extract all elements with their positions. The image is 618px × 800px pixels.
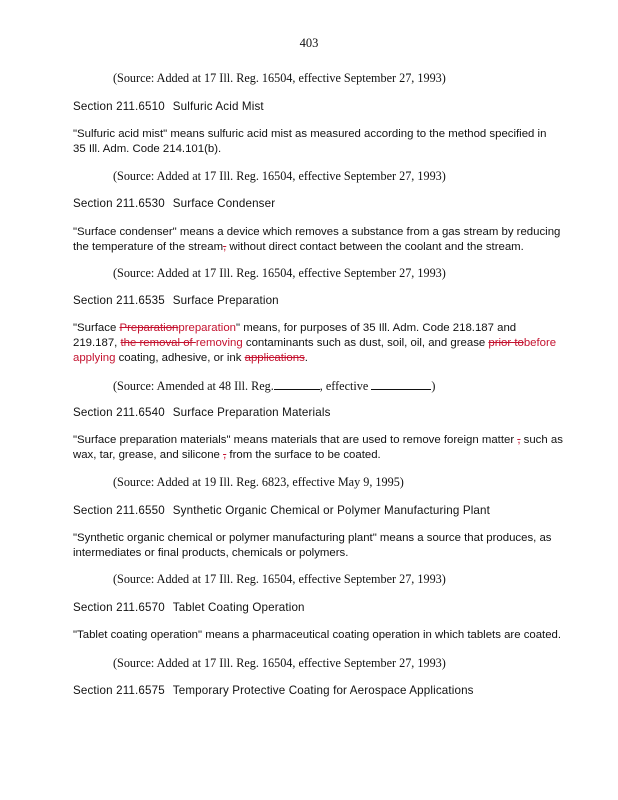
section-heading bbox=[73, 600, 305, 615]
section-label: Section 211.6570 bbox=[73, 601, 165, 614]
page-number: 403 bbox=[299, 36, 319, 50]
text-run: 219.187, bbox=[73, 337, 121, 349]
blank-line bbox=[371, 378, 431, 390]
deleted-text: Preparation bbox=[119, 322, 179, 334]
section-heading bbox=[73, 405, 331, 420]
source-note: (Source: Added at 17 Ill. Reg. 16504, effective September 27, 1993) bbox=[113, 572, 446, 586]
definition-text bbox=[73, 351, 308, 366]
source-note: (Source: Added at 17 Ill. Reg. 16504, effective September 27, 1993) bbox=[113, 656, 446, 670]
deleted-text: , bbox=[517, 434, 521, 446]
blank-line bbox=[274, 378, 320, 390]
definition-text bbox=[73, 448, 381, 463]
text-run: such as bbox=[520, 434, 563, 446]
text-run: ) bbox=[431, 379, 436, 393]
deleted-text: , bbox=[223, 449, 227, 461]
deleted-text: prior to bbox=[488, 337, 524, 349]
section-title: Surface Preparation bbox=[172, 294, 279, 307]
section-heading bbox=[73, 99, 264, 114]
deleted-text: applications bbox=[244, 352, 305, 364]
text-run: (Source: Amended at 48 Ill. Reg. bbox=[113, 379, 274, 393]
section-heading bbox=[73, 293, 279, 308]
section-title: Surface Preparation Materials bbox=[172, 406, 331, 419]
section-label: Section 211.6550 bbox=[73, 504, 165, 517]
section-label: Section 211.6540 bbox=[73, 406, 165, 419]
definition-text bbox=[73, 240, 524, 255]
section-heading bbox=[73, 683, 474, 698]
section-title: Tablet Coating Operation bbox=[172, 601, 305, 614]
inserted-text: applying bbox=[73, 352, 116, 364]
definition-text: "Surface condenser" means a device which removes a substance from a gas stream by reducing bbox=[73, 226, 561, 238]
source-note bbox=[113, 378, 435, 394]
text-run: "Surface bbox=[73, 322, 120, 334]
definition-text: "Tablet coating operation" means a pharmaceutical coating operation in which tablets are coated. bbox=[73, 629, 562, 641]
definition-text: 35 Ill. Adm. Code 214.101(b). bbox=[73, 143, 222, 155]
text-run: . bbox=[304, 352, 308, 364]
text-run: , effective bbox=[319, 379, 372, 393]
inserted-text: preparation bbox=[178, 322, 236, 334]
text-run: coating, adhesive, or ink bbox=[115, 352, 245, 364]
deleted-text: the removal of bbox=[120, 337, 196, 349]
inserted-text: removing bbox=[195, 337, 243, 349]
text-run: " means, for purposes of 35 Ill. Adm. Code 218.187 and bbox=[236, 322, 517, 334]
section-label: Section 211.6530 bbox=[73, 197, 165, 210]
text-run: from the surface to be coated. bbox=[226, 449, 381, 461]
definition-text: "Synthetic organic chemical or polymer manufacturing plant" means a source that produces, as bbox=[73, 532, 552, 544]
definition-text bbox=[73, 336, 556, 351]
section-label: Section 211.6510 bbox=[73, 100, 165, 113]
inserted-text: before bbox=[523, 337, 557, 349]
text-run: the temperature of the stream bbox=[73, 241, 224, 253]
text-run: wax, tar, grease, and silicone bbox=[73, 449, 224, 461]
section-title: Sulfuric Acid Mist bbox=[172, 100, 264, 113]
text-run: contaminants such as dust, soil, oil, and grease bbox=[242, 337, 489, 349]
source-note: (Source: Added at 19 Ill. Reg. 6823, effective May 9, 1995) bbox=[113, 475, 404, 489]
section-title: Temporary Protective Coating for Aerospace Applications bbox=[172, 684, 474, 697]
definition-text: intermediates or final products, chemicals or polymers. bbox=[73, 547, 349, 559]
section-label: Section 211.6535 bbox=[73, 294, 165, 307]
section-title: Surface Condenser bbox=[172, 197, 276, 210]
definition-text: "Sulfuric acid mist" means sulfuric acid mist as measured according to the method specified in bbox=[73, 128, 547, 140]
source-note: (Source: Added at 17 Ill. Reg. 16504, effective September 27, 1993) bbox=[113, 266, 446, 280]
text-run: "Surface preparation materials" means materials that are used to remove foreign matter bbox=[73, 434, 518, 446]
deleted-text: , bbox=[223, 241, 227, 253]
definition-text bbox=[73, 321, 516, 336]
section-heading bbox=[73, 503, 490, 518]
source-note: (Source: Added at 17 Ill. Reg. 16504, effective September 27, 1993) bbox=[113, 169, 446, 183]
section-title: Synthetic Organic Chemical or Polymer Manufacturing Plant bbox=[172, 504, 491, 517]
section-heading bbox=[73, 196, 275, 211]
text-run: without direct contact between the coolant and the stream. bbox=[226, 241, 524, 253]
source-note: (Source: Added at 17 Ill. Reg. 16504, effective September 27, 1993) bbox=[113, 71, 446, 85]
definition-text bbox=[73, 433, 563, 448]
section-label: Section 211.6575 bbox=[73, 684, 165, 697]
